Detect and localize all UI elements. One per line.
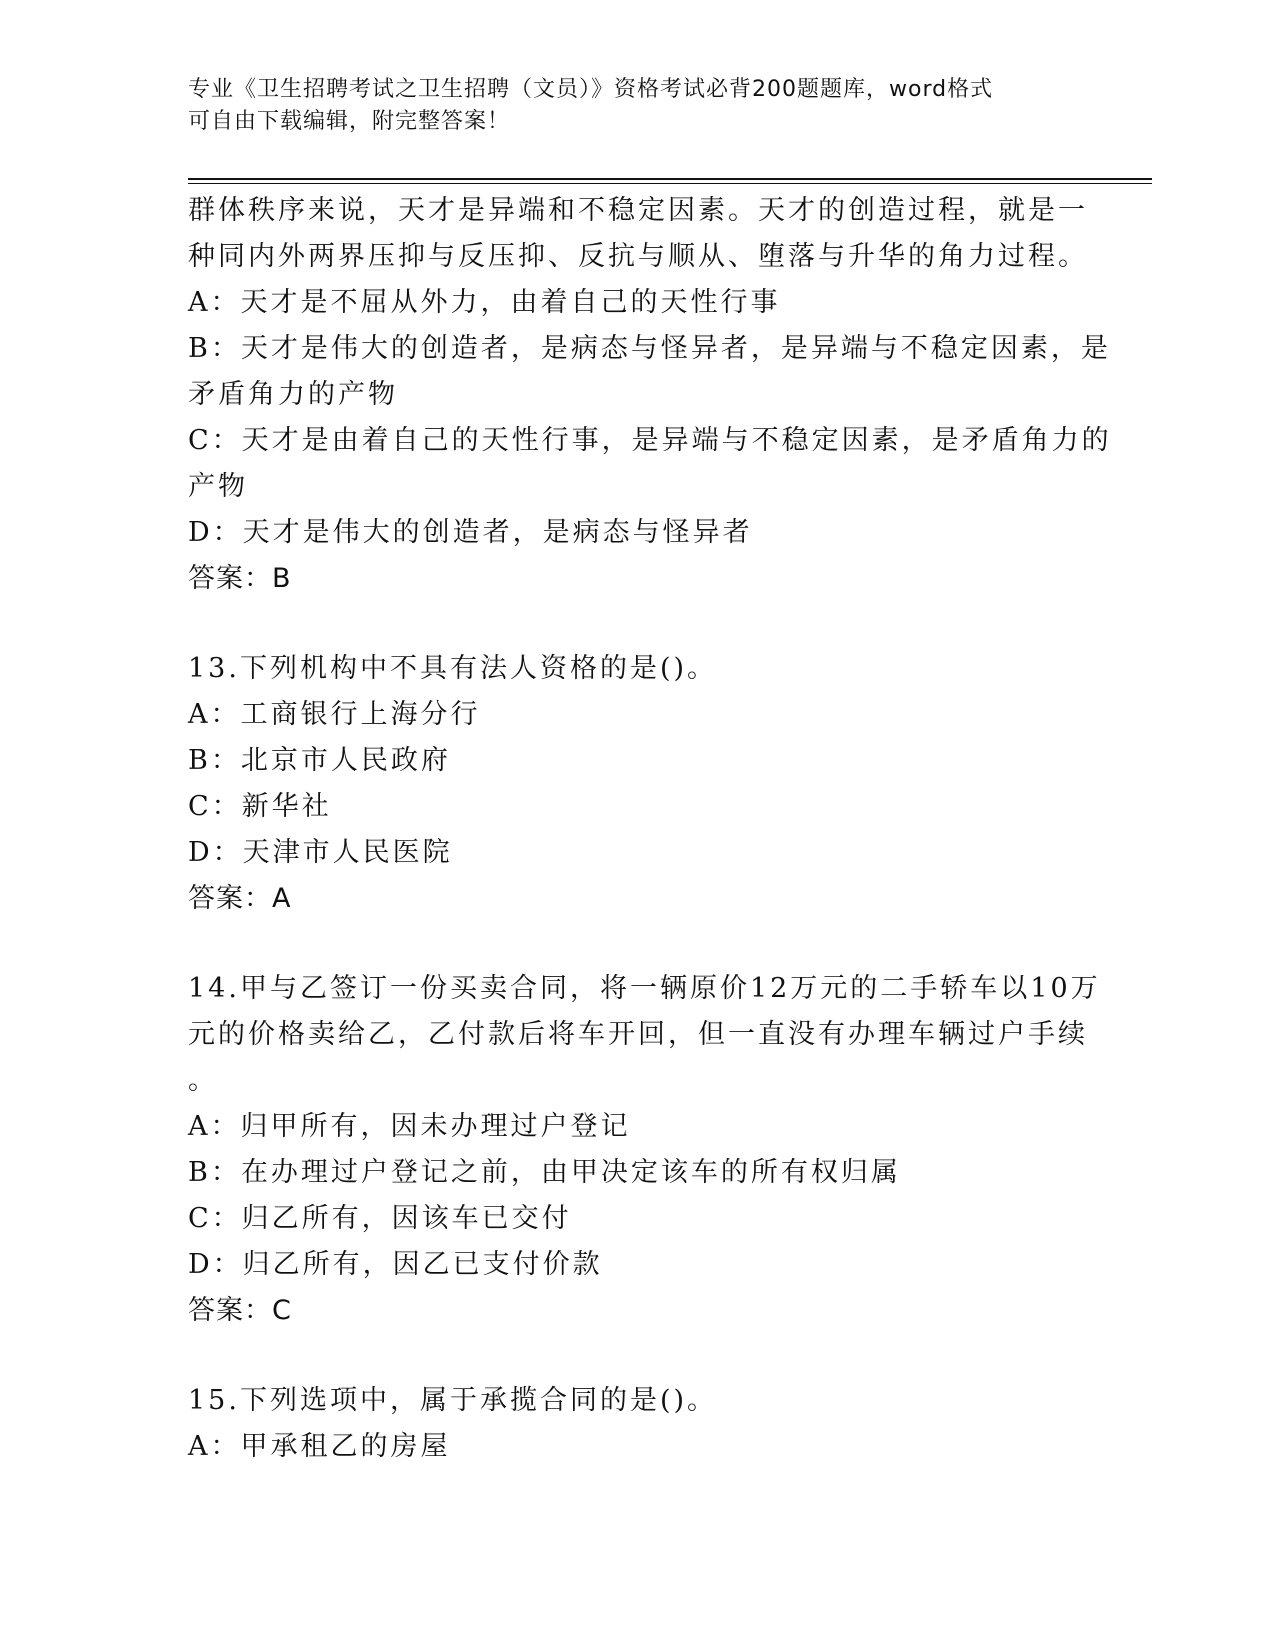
option-d: D：天才是伟大的创造者，是病态与怪异者 xyxy=(188,517,753,548)
answer: 答案：A xyxy=(188,883,292,914)
option-c-line-2: 产物 xyxy=(188,471,248,502)
question-text: 15.下列选项中，属于承揽合同的是()。 xyxy=(188,1385,718,1416)
question-text: 13.下列机构中不具有法人资格的是()。 xyxy=(188,653,718,684)
intro-line-2: 种同内外两界压抑与反压抑、反抗与顺从、堕落与升华的角力过程。 xyxy=(188,241,1088,272)
option-b: B：在办理过户登记之前，由甲决定该车的所有权归属 xyxy=(188,1157,901,1188)
option-b-line-1: B：天才是伟大的创造者，是病态与怪异者，是异端与不稳定因素，是 xyxy=(188,333,1111,364)
question-14 xyxy=(188,966,1101,1334)
option-a: A：甲承租乙的房屋 xyxy=(188,1431,451,1462)
option-a: A：天才是不屈从外力，由着自己的天性行事 xyxy=(188,287,781,318)
intro-line-1: 群体秩序来说，天才是异端和不稳定因素。天才的创造过程，就是一 xyxy=(188,195,1088,226)
question-text-line-3: 。 xyxy=(188,1065,218,1096)
question-12-options xyxy=(188,280,1112,602)
header-line-1: 专业《卫生招聘考试之卫生招聘（文员）》资格考试必背200题题库，word格式 xyxy=(188,77,994,102)
document-header xyxy=(188,74,1068,138)
document-body xyxy=(188,188,1112,1470)
question-15 xyxy=(188,1378,1068,1470)
question-text-line-2: 元的价格卖给乙，乙付款后将车开回，但一直没有办理车辆过户手续 xyxy=(188,1019,1088,1050)
answer: 答案：C xyxy=(188,1295,292,1326)
question-13 xyxy=(188,646,1068,922)
option-a: A：工商银行上海分行 xyxy=(188,699,481,730)
option-d: D：天津市人民医院 xyxy=(188,837,453,868)
header-line-2: 可自由下载编辑，附完整答案！ xyxy=(188,109,511,134)
option-a: A：归甲所有，因未办理过户登记 xyxy=(188,1111,631,1142)
answer: 答案：B xyxy=(188,563,292,594)
header-rule-thick xyxy=(188,178,1152,180)
header-rule-thin xyxy=(188,183,1152,184)
option-b: B：北京市人民政府 xyxy=(188,745,451,776)
option-c: C：归乙所有，因该车已交付 xyxy=(188,1203,572,1234)
option-c-line-1: C：天才是由着自己的天性行事，是异端与不稳定因素，是矛盾角力的 xyxy=(188,425,1112,456)
option-d: D：归乙所有，因乙已支付价款 xyxy=(188,1249,603,1280)
option-c: C：新华社 xyxy=(188,791,332,822)
question-text-line-1: 14.甲与乙签订一份买卖合同，将一辆原价12万元的二手轿车以10万 xyxy=(188,973,1101,1004)
option-b-line-2: 矛盾角力的产物 xyxy=(188,379,398,410)
